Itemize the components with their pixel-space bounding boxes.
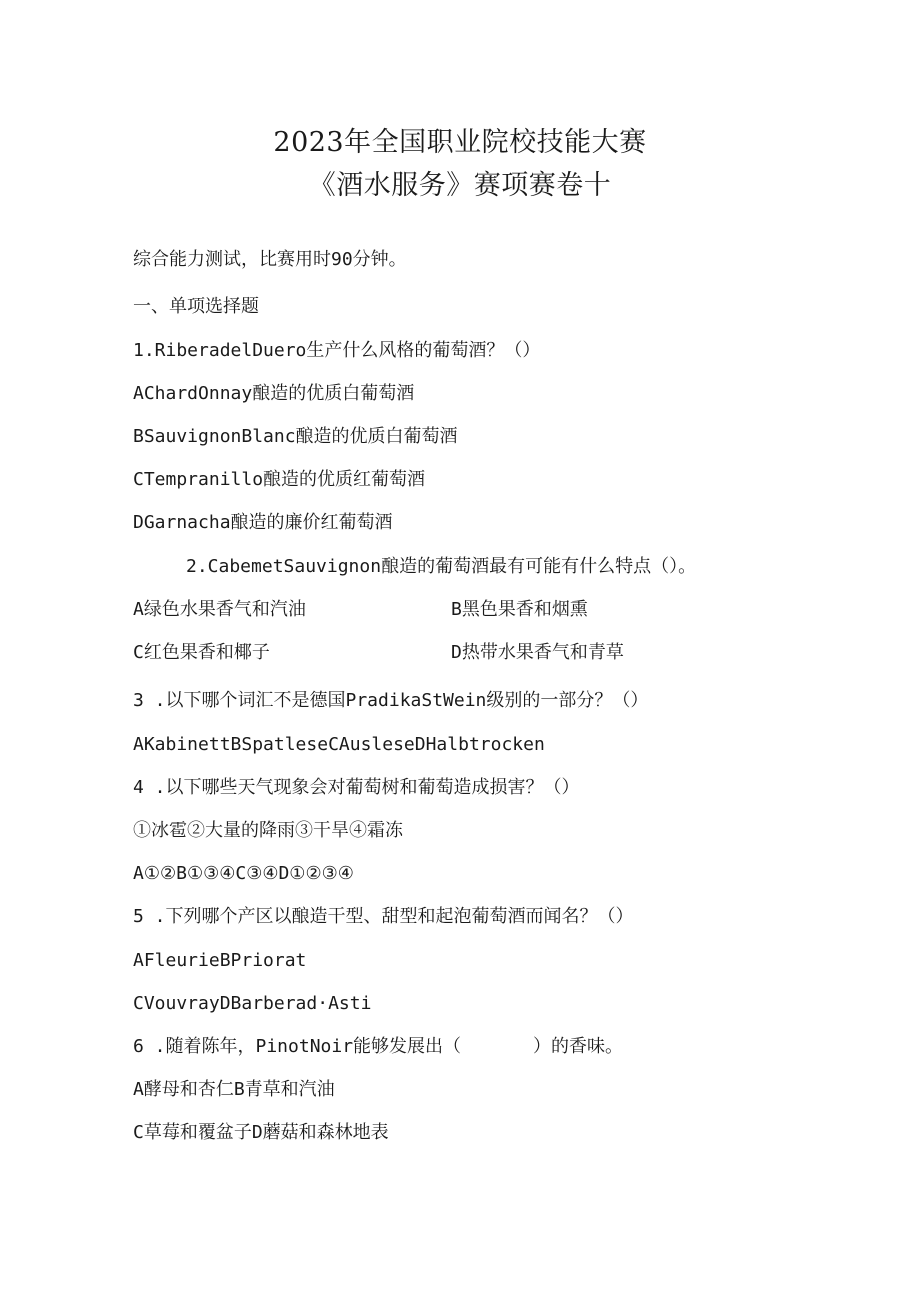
question-2-option-c: C红色果香和椰子 [133, 642, 270, 663]
question-5-options-2: CVouvrayDBarberad·Asti [133, 993, 372, 1014]
question-6-options-cd: C草莓和覆盆子D蘑菇和森林地表 [133, 1122, 389, 1143]
page-subtitle: 《酒水服务》赛项赛卷十 [308, 170, 612, 201]
question-1-option-c: CTempranillo酿造的优质红葡萄酒 [133, 469, 426, 490]
question-3-options: AKabinettBSpatleseCAusleseDHalbtrocken [133, 734, 545, 755]
question-4-options: A①②B①③④C③④D①②③④ [133, 863, 354, 884]
question-6-options-ab: A酵母和杏仁B青草和汽油 [133, 1079, 335, 1100]
question-3-stem: 3 .以下哪个词汇不是德国PradikaStWein级别的一部分？（） [133, 690, 649, 711]
question-4-stem: 4 .以下哪些天气现象会对葡萄树和葡萄造成损害？（） [133, 777, 580, 798]
question-2-stem: 2.CabemetSauvignon酿造的葡萄酒最有可能有什么特点（）。 [186, 556, 697, 577]
question-1-option-a: AChardOnnay酿造的优质白葡萄酒 [133, 383, 415, 404]
question-1-option-b: BSauvignonBlanc酿造的优质白葡萄酒 [133, 426, 458, 447]
question-1-stem: 1.RiberadelDuero生产什么风格的葡萄酒？（） [133, 340, 541, 361]
question-2-option-a: A绿色水果香气和汽油 [133, 599, 306, 620]
question-1-option-d: DGarnacha酿造的廉价红葡萄酒 [133, 512, 393, 533]
question-6-stem: 6 .随着陈年，PinotNoir能够发展出（ ）的香味。 [133, 1036, 624, 1057]
question-4-items: ①冰雹②大量的降雨③干旱④霜冻 [133, 820, 403, 841]
question-2-option-d: D热带水果香气和青草 [451, 642, 624, 663]
question-2-option-b: B黑色果香和烟熏 [451, 599, 588, 620]
question-5-options-1: AFleurieBPriorat [133, 950, 307, 971]
question-5-stem: 5 .下列哪个产区以酿造干型、甜型和起泡葡萄酒而闻名？（） [133, 906, 634, 927]
section-heading: 一、单项选择题 [133, 296, 259, 317]
page-title: 2023年全国职业院校技能大赛 [273, 127, 647, 158]
intro-text: 综合能力测试，比赛用时90分钟。 [133, 249, 407, 270]
